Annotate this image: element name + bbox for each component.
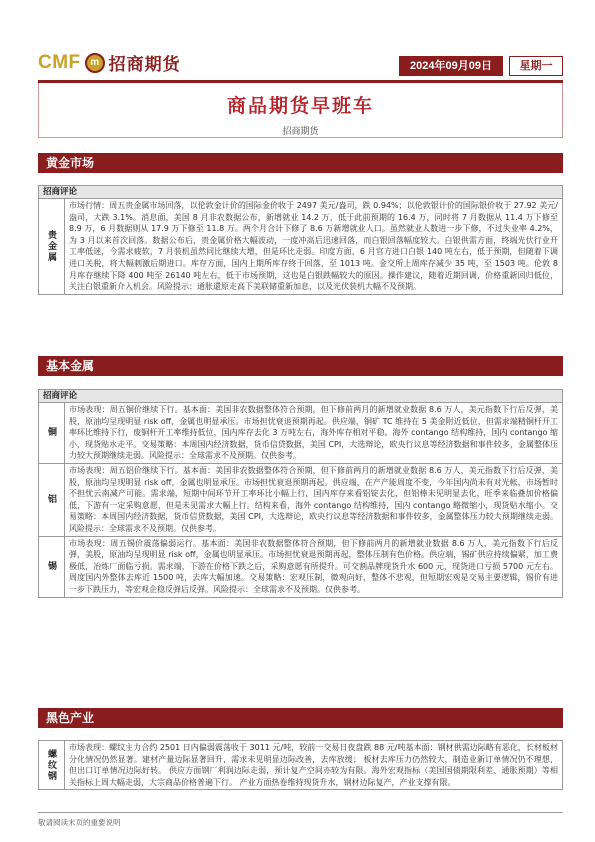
- page-title: 商品期货早班车: [226, 95, 374, 117]
- table-row: [39, 464, 562, 537]
- row-text: 市场表现：周五铝价继续下行。基本面：美国非农数据整体符合预期，但下修前两月的新增就业数据 8.6 万人，美元指数下行后反弹，美股，原油均呈现明显 risk off，金属也明显承压。市场担忧衰退预期再起。供应端，在产产能周度不变，今年国内尚未有对光帐，市场暂时不担忧云南减产可能。需求端，短期中间环节开工率环比小幅上行，国内库存来看铝锭去化，但铝棒未见明显去化，旺季来临叠加价格偏低，下游有一定采购意愿，但是未见需求大幅上行。结构来看，海外 contango 结构维持，国内 contango 略微缩小，现货贴水缩小。交易策略：本周国内经济数据，货币信贷数据，美国 CPI，大选辩论，欧央行议息等经济数据和事件较多，金属整体压力较大预期继续走弱。风险提示：全球需求不及预期。仅供参考。: [69, 465, 558, 533]
- table-ferrous: [38, 740, 563, 790]
- table-row: [39, 199, 562, 294]
- company-logo: [38, 50, 181, 75]
- table-gold: [38, 185, 563, 295]
- table-row: [39, 403, 562, 464]
- logo-company-name: 招商期货: [108, 55, 181, 75]
- report-weekday: 星期一: [509, 56, 563, 76]
- row-label: 铝: [39, 464, 65, 536]
- table-row: [39, 537, 562, 597]
- table-row: [39, 741, 562, 789]
- row-label: 铜: [39, 403, 65, 463]
- logo-mark-icon: m: [85, 53, 105, 73]
- page-subtitle: 招商期货: [282, 127, 319, 137]
- section-bar-gold: 黄金市场: [38, 153, 563, 173]
- table-head-base-metals: 招商评论: [39, 390, 562, 403]
- row-label: 锡: [39, 537, 65, 597]
- section-bar-base-metals: 基本金属: [38, 356, 563, 376]
- title-box: [38, 83, 563, 138]
- logo-cmf-text: CMF: [38, 51, 81, 73]
- row-text: 市场表现：螺纹主力合约 2501 日内偏弱震荡收于 3011 元/吨，较前一交易日夜盘跌 88 元/吨基本面：钢材供需边际略有恶化，长材板材分化情况仍然显著。建材产量边际显著回升，需求未见明显边际改善，去库放缓； 板材去库压力仍然较大，制造业新订单情况仍不理想，但出口订单情况边际好转。 供应方面钢厂利润边际走弱，预计复产空间亦较为有限。海外宏观指标（美国国债期限利差、通胀预期）等相关指标上周大幅走弱，大宗商品价格普遍下行。 产业方面热卷维持现货升水，钢材边际复产，产业支撑有限。: [69, 743, 558, 787]
- table-head-gold: 招商评论: [39, 186, 562, 199]
- page-header: [38, 44, 563, 80]
- row-label: 螺纹钢: [39, 741, 65, 789]
- report-date: 2024年09月09日: [399, 56, 503, 76]
- row-label: 贵金属: [39, 199, 65, 294]
- row-text: 市场表现：周五锡价震荡偏弱运行。基本面：美国非农数据整体符合预期，但下修前两月的新增就业数据 8.6 万人，美元指数下行后反弹，美股，原油均呈现明显 risk off，金属也明显承压。市场担忧衰退预期再起，整体压制有色价格。供应端，锡矿供应持续偏紧，加工费极低，冶炼厂面临亏损。需求端，下游在价格下跌之后，采购意愿有所提升。可交割品牌现货升水 600 元，现货进口亏损 5700 元左右。周度国内外整体去库近 1500 吨，去库大幅加速。交易策略：宏观压制，微观向好，整体不悲观，但短期宏观是交易主要逻辑，锡价有进一步下跌压力，等宏观企稳反弹后反弹。风险提示：全球需求不及预期。仅供参考。: [69, 538, 558, 594]
- footer-note: 敬请阅读末页的重要说明: [38, 818, 121, 827]
- section-bar-ferrous: 黑色产业: [38, 708, 563, 728]
- date-bar: [399, 56, 563, 76]
- footer-divider: [38, 812, 563, 813]
- row-text: 市场行情：周五贵金属市场回落，以伦敦金计价的国际金价收于 2497 美元/盎司，跌 0.94%；以伦敦银计价的国际银价收于 27.92 美元/盎司，大跌 3.1%。消息面，美国 8 月非农数据公布，新增就业 14.2 万，低于此前预期的 16.4 万，同时将 7 月数据从 11.4 万下修至 8.9 万，6 月数据则从 17.9 万下修至 11.8 万。两个月合计下修了 8.6 万新增就业人口。虽然就业人数进一步下修，不过失业率 4.2%，为 3 月以来首次回落。数据公布后，贵金属价格大幅波动，一度冲高后迅速回落，而白银回落幅度较大。白银供需方面，终端光伏行业开工率低迷，今需求疲软，7 月装机虽然同比继续大增，但是环比走弱。印度方面，6 月官方进口白银 140 吨左右，低于预期，但随着下调进口关税，将大幅刺激后期进口。库存方面，国内上期所库存终于回落，至 1013 吨。金交所上周库存减少 35 吨，至 1503 吨。伦敦 8 月库存继续下降 400 吨至 26140 吨左右，低于市场预期，这也是白银跌幅较大的原因。操作建议，随着近期回调，价格重新回归低位，关注白银重新介入机会。风险提示：通胀還原走高下美联储重新加息，以及光伏装机大幅不及预期。: [69, 201, 558, 292]
- table-base-metals: [38, 389, 563, 598]
- row-text: 市场表现：周五铜价继续下行。基本面：美国非农数据整体符合预期，但下修前两月的新增就业数据 8.6 万人，美元指数下行后反弹，美股，原油均呈现明显 risk off，金属也明显承压。市场担忧衰退预期再起。供应端，铜矿 TC 维持在 5 美金附近低位，但需求端精铜杆开工率环比维持下行，废铜杆开工率维持低位，国内库存去化 3 万吨左右，海外库存相对平稳。海外 contango 结构维持，国内 contango 缩小，现货贴水走平。交易策略：本周国内经济数据，货币信贷数据，美国 CPI，大选辩论，欧央行议息等经济数据和事件较多，金属整体压力较大预期继续走弱。风险提示：全球需求不及预期。仅供参考。: [69, 405, 558, 461]
